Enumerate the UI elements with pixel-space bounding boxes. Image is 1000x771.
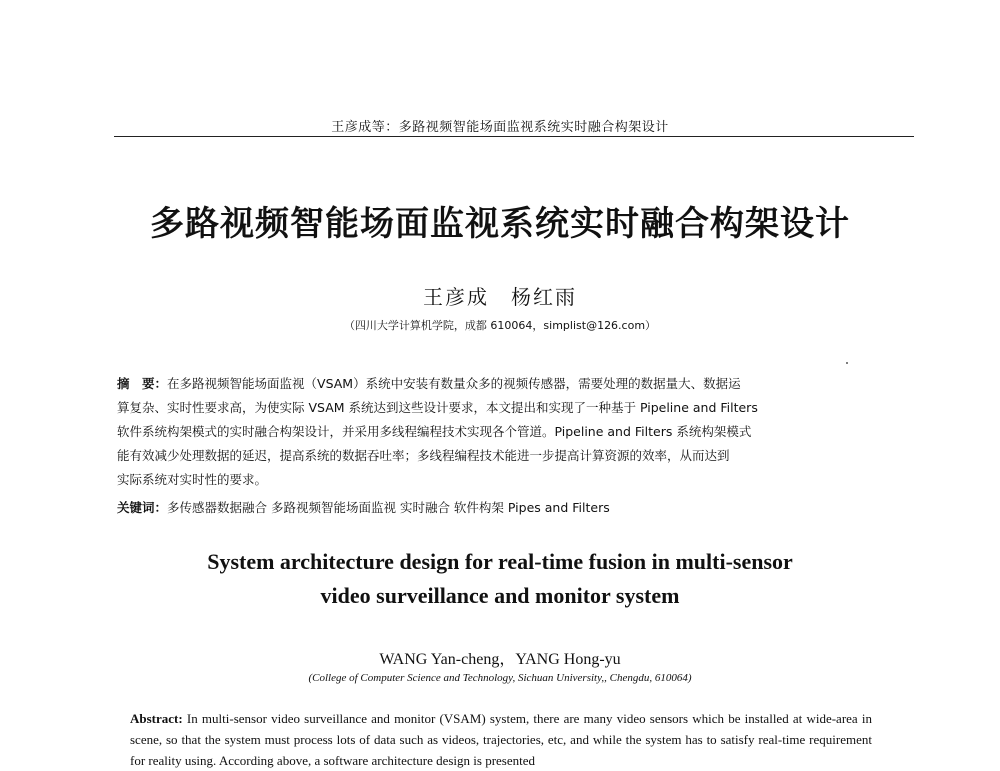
speck (846, 362, 848, 364)
affiliation-en: (College of Computer Science and Technology, Sichuan University,, Chengdu, 610064) (308, 672, 692, 684)
paper-title-cn: 多路视频智能场面监视系统实时融合构架设计 (150, 204, 850, 244)
abstract-cn (117, 372, 885, 492)
abstract-en-label: Abstract: (130, 711, 183, 726)
authors-en: WANG Yan-cheng，YANG Hong-yu (379, 651, 621, 668)
abstract-en (130, 708, 872, 771)
paper-title-en-line2: video surveillance and monitor system (320, 583, 680, 608)
header-rule (114, 136, 914, 137)
abstract-cn-line: 实际系统对实时性的要求。 (117, 472, 268, 487)
abstract-cn-line: 算复杂、实时性要求高，为使实际 VSAM 系统达到这些设计要求，本文提出和实现了一种基于 Pipeline and Filters (117, 400, 758, 415)
abstract-cn-text: 在多路视频智能场面监视（VSAM）系统中安装有数量众多的视频传感器，需要处理的数据量大、数据运 (167, 376, 741, 391)
abstract-cn-line (117, 372, 885, 396)
paper-title-en (0, 545, 1000, 613)
keywords-cn (117, 498, 885, 516)
abstract-cn-line: 能有效减少处理数据的延迟，提高系统的数据吞吐率；多线程编程技术能进一步提高计算资源的效率，从而达到 (117, 448, 730, 463)
keywords-cn-text: 多传感器数据融合 多路视频智能场面监视 实时融合 软件构架 Pipes and Filters (167, 500, 610, 515)
abstract-cn-label: 摘 要： (117, 376, 168, 391)
running-header: 王彦成等：多路视频智能场面监视系统实时融合构架设计 (331, 120, 669, 135)
abstract-en-text: In multi-sensor video surveillance and monitor (VSAM) system, there are many video sensors which be installed at wide-area in scene, so that the system must process lots of data such as videos, trajectories, etc, and while the system has to satisfy real-time requirement for reality using. According above, a software architecture design is presented (130, 711, 872, 768)
abstract-cn-line: 软件系统构架模式的实时融合构架设计，并采用多线程编程技术实现各个管道。Pipeline and Filters 系统构架模式 (117, 424, 752, 439)
authors-cn: 王彦成 杨红雨 (423, 285, 577, 309)
paper-title-en-line1: System architecture design for real-time fusion in multi-sensor (207, 549, 793, 574)
affiliation-cn: （四川大学计算机学院，成都 610064，simplist@126.com） (343, 319, 657, 332)
keywords-cn-label: 关键词： (117, 500, 168, 515)
